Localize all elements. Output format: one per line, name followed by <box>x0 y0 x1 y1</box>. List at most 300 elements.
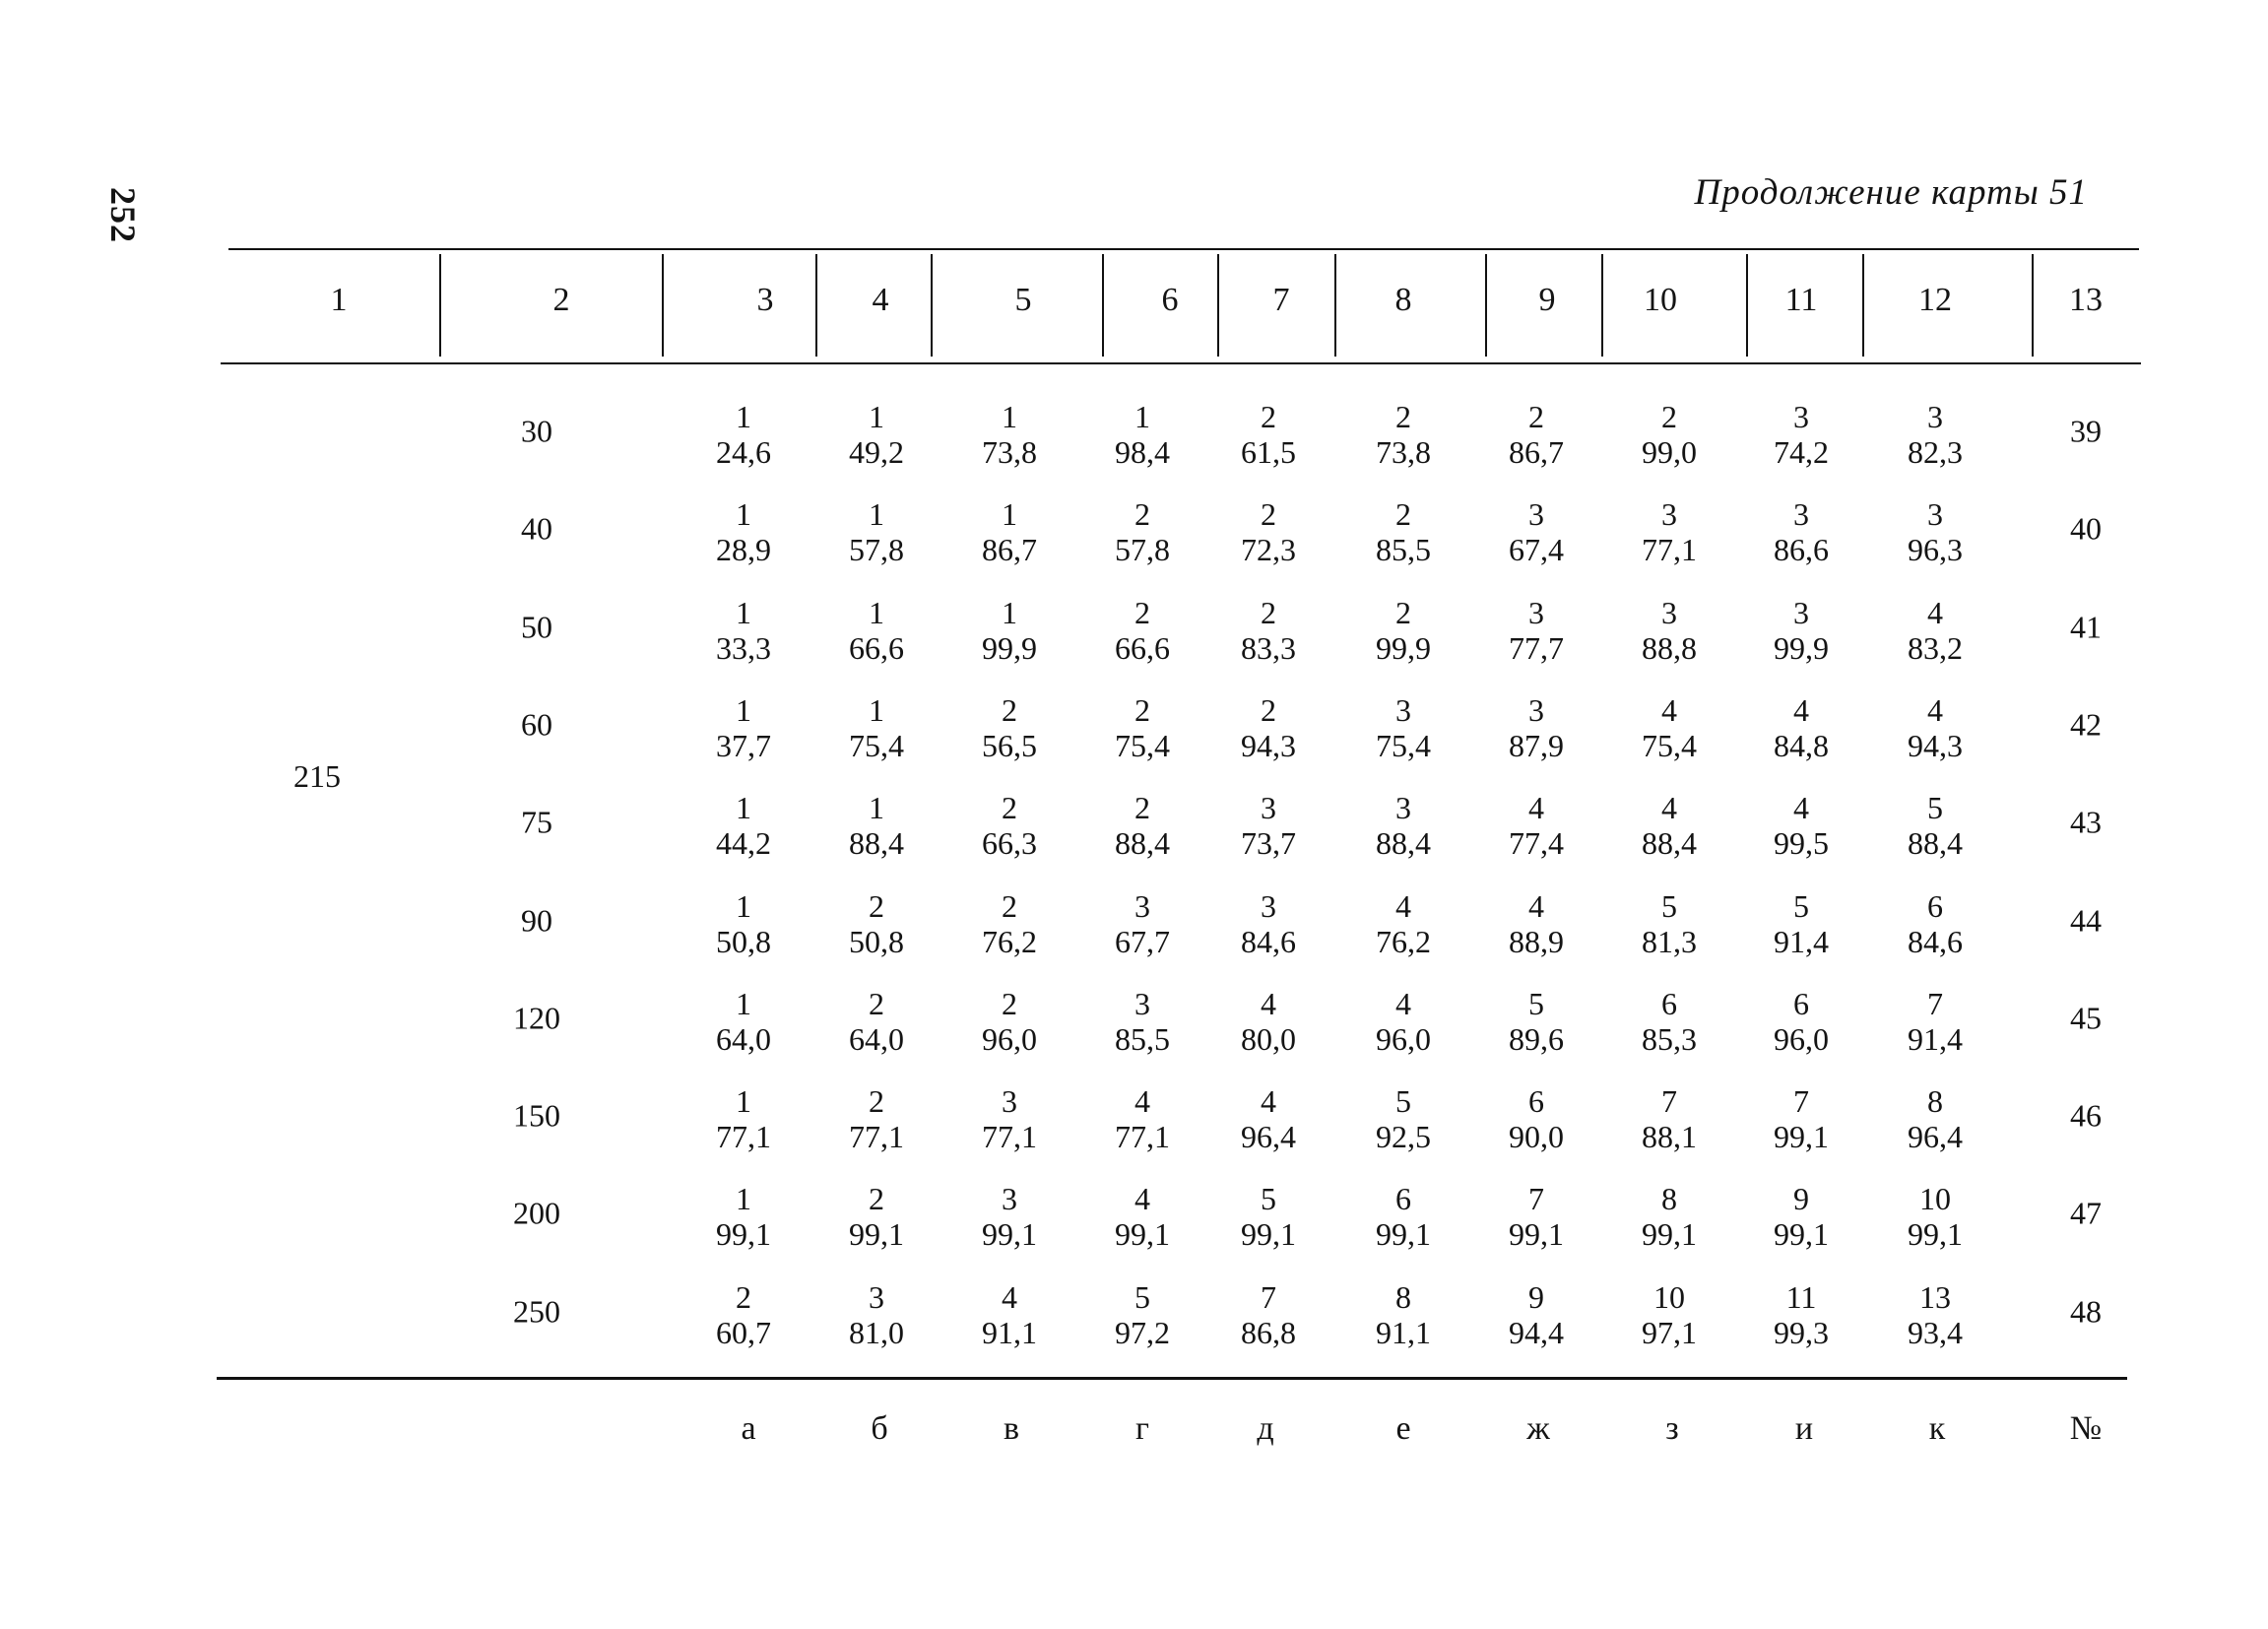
cell-value: 88,4 <box>1642 825 1697 862</box>
cell-count: 3 <box>1927 496 1943 533</box>
cell-value: 66,6 <box>1115 629 1170 666</box>
table-cell <box>1241 1279 1296 1350</box>
cell-count: 2 <box>869 985 884 1021</box>
header-col-10: 10 <box>1644 282 1677 318</box>
cell-value: 37,7 <box>716 727 771 763</box>
table-cell <box>1115 595 1170 666</box>
cell-value: 75,4 <box>1376 727 1431 763</box>
cell-count: 8 <box>1661 1181 1677 1217</box>
cell-value: 96,0 <box>1376 1020 1431 1057</box>
cell-count: 5 <box>1261 1181 1276 1217</box>
header-col-11: 11 <box>1784 282 1818 318</box>
cell-value: 97,2 <box>1115 1314 1170 1350</box>
cell-value: 85,3 <box>1642 1020 1697 1057</box>
header-col-3: 3 <box>756 282 774 318</box>
cell-count: 2 <box>869 1083 884 1120</box>
col2-value: 250 <box>513 1293 560 1330</box>
table-cell <box>1115 1083 1170 1154</box>
table-cell <box>1376 692 1431 763</box>
table-cell <box>1908 1279 1963 1350</box>
table-cell <box>1509 692 1564 763</box>
header-divider <box>1746 254 1748 357</box>
cell-value: 49,2 <box>849 434 904 470</box>
cell-value: 80,0 <box>1241 1020 1296 1057</box>
cell-count: 4 <box>1528 790 1544 826</box>
table-cell <box>982 1083 1037 1154</box>
table-cell <box>849 496 904 567</box>
table-cell <box>1774 692 1829 763</box>
col2-value: 75 <box>521 804 552 840</box>
header-divider <box>1334 254 1336 357</box>
table-cell <box>1509 399 1564 470</box>
table-cell <box>1509 1083 1564 1154</box>
cell-count: 2 <box>1261 399 1276 434</box>
table-cell <box>1774 1181 1829 1252</box>
cell-value: 86,8 <box>1241 1314 1296 1350</box>
cell-value: 83,3 <box>1241 629 1296 666</box>
table-cell <box>1241 1181 1296 1252</box>
cell-count: 4 <box>1134 1083 1150 1120</box>
cell-count: 4 <box>1661 790 1677 826</box>
cell-value: 88,4 <box>1115 825 1170 862</box>
header-divider <box>662 254 664 357</box>
table-cell <box>716 986 771 1057</box>
footer-label: к <box>1928 1410 1946 1447</box>
footer-label: е <box>1395 1410 1411 1447</box>
cell-count: 6 <box>1927 887 1943 924</box>
table-cell <box>1376 1181 1431 1252</box>
table-cell <box>1642 986 1697 1057</box>
cell-value: 99,1 <box>716 1216 771 1253</box>
cell-count: 3 <box>1134 985 1150 1021</box>
row-number: 44 <box>2070 902 2102 938</box>
cell-count: 4 <box>1661 691 1677 728</box>
cell-value: 91,1 <box>1376 1314 1431 1350</box>
cell-value: 96,4 <box>1241 1119 1296 1155</box>
cell-value: 90,0 <box>1509 1119 1564 1155</box>
table-cell <box>1241 692 1296 763</box>
cell-count: 3 <box>1927 399 1943 434</box>
table-cell <box>1509 986 1564 1057</box>
cell-count: 1 <box>869 399 884 434</box>
table-cell <box>1241 595 1296 666</box>
cell-value: 73,7 <box>1241 825 1296 862</box>
table-bottom-rule <box>217 1377 2127 1380</box>
table-cell <box>716 692 771 763</box>
table-cell <box>849 986 904 1057</box>
cell-value: 99,9 <box>982 629 1037 666</box>
header-divider <box>439 254 441 357</box>
cell-value: 88,9 <box>1509 923 1564 959</box>
cell-value: 77,1 <box>982 1119 1037 1155</box>
table-cell <box>1774 790 1829 861</box>
footer-label: в <box>1003 1410 1020 1447</box>
header-col-5: 5 <box>1014 282 1032 318</box>
header-col-13: 13 <box>2069 282 2103 318</box>
cell-value: 61,5 <box>1241 434 1296 470</box>
cell-value: 77,7 <box>1509 629 1564 666</box>
cell-count: 1 <box>736 399 751 434</box>
table-cell <box>1115 496 1170 567</box>
table-cell <box>716 1181 771 1252</box>
header-top-rule <box>228 248 2139 250</box>
cell-value: 88,4 <box>1376 825 1431 862</box>
cell-value: 88,8 <box>1642 629 1697 666</box>
cell-count: 1 <box>736 496 751 533</box>
cell-value: 81,3 <box>1642 923 1697 959</box>
cell-count: 11 <box>1785 1278 1817 1315</box>
cell-value: 99,9 <box>1376 629 1431 666</box>
cell-count: 2 <box>1002 790 1017 826</box>
cell-count: 3 <box>1002 1083 1017 1120</box>
cell-count: 1 <box>736 594 751 630</box>
cell-value: 77,4 <box>1509 825 1564 862</box>
table-cell <box>1376 595 1431 666</box>
cell-value: 99,1 <box>849 1216 904 1253</box>
table-cell <box>1241 888 1296 959</box>
col2-value: 120 <box>513 1000 560 1036</box>
row-number: 42 <box>2070 706 2102 743</box>
header-divider <box>1862 254 1864 357</box>
header-col-4: 4 <box>872 282 889 318</box>
row-number: 41 <box>2070 609 2102 645</box>
cell-count: 2 <box>1134 496 1150 533</box>
cell-count: 7 <box>1261 1278 1276 1315</box>
cell-value: 88,4 <box>1908 825 1963 862</box>
cell-value: 88,4 <box>849 825 904 862</box>
cell-value: 74,2 <box>1774 434 1829 470</box>
table-cell <box>1774 595 1829 666</box>
cell-count: 3 <box>1793 594 1809 630</box>
cell-count: 10 <box>1919 1181 1951 1217</box>
cell-value: 85,5 <box>1115 1020 1170 1057</box>
table-cell <box>1376 399 1431 470</box>
cell-value: 75,4 <box>1642 727 1697 763</box>
cell-count: 8 <box>1927 1083 1943 1120</box>
cell-value: 73,8 <box>982 434 1037 470</box>
cell-value: 66,3 <box>982 825 1037 862</box>
footer-label: б <box>871 1410 888 1447</box>
cell-value: 76,2 <box>1376 923 1431 959</box>
table-cell <box>1241 790 1296 861</box>
cell-count: 3 <box>1661 594 1677 630</box>
table-cell <box>849 1279 904 1350</box>
table-cell <box>849 888 904 959</box>
cell-count: 2 <box>1661 399 1677 434</box>
table-cell <box>1908 986 1963 1057</box>
cell-count: 4 <box>1134 1181 1150 1217</box>
footer-label: ж <box>1526 1410 1550 1447</box>
cell-value: 94,4 <box>1509 1314 1564 1350</box>
row-number: 47 <box>2070 1195 2102 1231</box>
cell-count: 4 <box>1528 887 1544 924</box>
cell-value: 99,1 <box>1115 1216 1170 1253</box>
table-cell <box>1509 595 1564 666</box>
cell-count: 2 <box>869 887 884 924</box>
header-col-7: 7 <box>1272 282 1290 318</box>
cell-value: 99,1 <box>1241 1216 1296 1253</box>
cell-count: 1 <box>736 1083 751 1120</box>
row-number: 48 <box>2070 1293 2102 1330</box>
page-number: 252 <box>103 187 143 243</box>
cell-count: 2 <box>1134 594 1150 630</box>
table-cell <box>1241 399 1296 470</box>
table-cell <box>1774 1083 1829 1154</box>
row-number: 46 <box>2070 1097 2102 1134</box>
cell-count: 4 <box>1793 790 1809 826</box>
table-cell <box>716 595 771 666</box>
cell-count: 4 <box>1002 1278 1017 1315</box>
header-col-12: 12 <box>1918 282 1952 318</box>
cell-count: 10 <box>1653 1278 1685 1315</box>
cell-count: 4 <box>1261 1083 1276 1120</box>
footer-label: д <box>1257 1410 1274 1447</box>
col2-value: 60 <box>521 706 552 743</box>
cell-count: 2 <box>1261 691 1276 728</box>
table-cell <box>1376 790 1431 861</box>
cell-value: 57,8 <box>1115 532 1170 568</box>
table-cell <box>1642 790 1697 861</box>
table-cell <box>1509 496 1564 567</box>
cell-value: 86,7 <box>1509 434 1564 470</box>
cell-value: 88,1 <box>1642 1119 1697 1155</box>
table-cell <box>1642 1181 1697 1252</box>
header-divider <box>1485 254 1487 357</box>
cell-value: 81,0 <box>849 1314 904 1350</box>
cell-count: 2 <box>736 1278 751 1315</box>
cell-value: 99,1 <box>1376 1216 1431 1253</box>
header-col-8: 8 <box>1394 282 1412 318</box>
footer-label: з <box>1665 1410 1679 1447</box>
cell-count: 1 <box>736 1181 751 1217</box>
cell-count: 1 <box>1002 594 1017 630</box>
table-cell <box>849 692 904 763</box>
table-cell <box>849 1181 904 1252</box>
table-cell <box>1376 888 1431 959</box>
cell-count: 6 <box>1528 1083 1544 1120</box>
header-divider <box>931 254 933 357</box>
cell-value: 96,0 <box>982 1020 1037 1057</box>
table-cell <box>1115 888 1170 959</box>
cell-count: 2 <box>869 1181 884 1217</box>
page-title: Продолжение карты 51 <box>1694 172 2088 213</box>
cell-value: 99,1 <box>1642 1216 1697 1253</box>
cell-count: 3 <box>1528 594 1544 630</box>
table-cell <box>849 1083 904 1154</box>
cell-value: 73,8 <box>1376 434 1431 470</box>
cell-value: 50,8 <box>849 923 904 959</box>
cell-value: 92,5 <box>1376 1119 1431 1155</box>
table-cell <box>1241 496 1296 567</box>
cell-count: 4 <box>1927 594 1943 630</box>
header-divider <box>2032 254 2034 357</box>
cell-value: 77,1 <box>716 1119 771 1155</box>
footer-label: а <box>741 1410 756 1447</box>
table-cell <box>1509 888 1564 959</box>
cell-value: 57,8 <box>849 532 904 568</box>
cell-value: 83,2 <box>1908 629 1963 666</box>
table-cell <box>716 399 771 470</box>
cell-count: 1 <box>736 887 751 924</box>
cell-count: 2 <box>1134 691 1150 728</box>
table-cell <box>1509 790 1564 861</box>
cell-count: 2 <box>1002 691 1017 728</box>
cell-value: 99,1 <box>1774 1216 1829 1253</box>
table-cell <box>1115 790 1170 861</box>
cell-count: 1 <box>869 691 884 728</box>
col2-value: 200 <box>513 1195 560 1231</box>
table-cell <box>716 496 771 567</box>
cell-value: 56,5 <box>982 727 1037 763</box>
table-cell <box>1642 888 1697 959</box>
cell-value: 85,5 <box>1376 532 1431 568</box>
cell-value: 91,4 <box>1774 923 1829 959</box>
cell-count: 1 <box>736 691 751 728</box>
cell-value: 94,3 <box>1241 727 1296 763</box>
cell-value: 64,0 <box>849 1020 904 1057</box>
cell-count: 1 <box>869 496 884 533</box>
table-cell <box>1908 692 1963 763</box>
row-number: 45 <box>2070 1000 2102 1036</box>
table-cell <box>1376 496 1431 567</box>
cell-value: 98,4 <box>1115 434 1170 470</box>
cell-value: 84,6 <box>1241 923 1296 959</box>
table-cell <box>1115 399 1170 470</box>
cell-count: 3 <box>1528 496 1544 533</box>
cell-value: 96,0 <box>1774 1020 1829 1057</box>
cell-count: 1 <box>1002 496 1017 533</box>
cell-count: 7 <box>1528 1181 1544 1217</box>
table-cell <box>1642 692 1697 763</box>
cell-count: 13 <box>1919 1278 1951 1315</box>
table-cell <box>716 790 771 861</box>
table-cell <box>1241 986 1296 1057</box>
cell-value: 84,6 <box>1908 923 1963 959</box>
cell-count: 4 <box>1927 691 1943 728</box>
cell-count: 2 <box>1528 399 1544 434</box>
cell-count: 2 <box>1002 985 1017 1021</box>
cell-count: 5 <box>1134 1278 1150 1315</box>
table-cell <box>982 692 1037 763</box>
cell-value: 86,6 <box>1774 532 1829 568</box>
cell-count: 1 <box>869 790 884 826</box>
cell-count: 9 <box>1528 1278 1544 1315</box>
footer-label: и <box>1794 1410 1814 1447</box>
cell-value: 33,3 <box>716 629 771 666</box>
cell-count: 3 <box>1261 790 1276 826</box>
table-cell <box>982 399 1037 470</box>
header-col-2: 2 <box>552 282 570 318</box>
cell-count: 2 <box>1395 399 1411 434</box>
cell-value: 89,6 <box>1509 1020 1564 1057</box>
table-cell <box>1774 496 1829 567</box>
header-col-6: 6 <box>1161 282 1179 318</box>
cell-count: 8 <box>1395 1278 1411 1315</box>
cell-count: 2 <box>1395 594 1411 630</box>
col2-value: 50 <box>521 609 552 645</box>
table-cell <box>1115 1279 1170 1350</box>
table-cell <box>1908 595 1963 666</box>
table-cell <box>982 790 1037 861</box>
table-cell <box>1774 888 1829 959</box>
cell-value: 99,1 <box>982 1216 1037 1253</box>
cell-value: 44,2 <box>716 825 771 862</box>
cell-value: 91,1 <box>982 1314 1037 1350</box>
cell-count: 6 <box>1395 1181 1411 1217</box>
cell-count: 1 <box>736 790 751 826</box>
cell-count: 5 <box>1793 887 1809 924</box>
cell-value: 87,9 <box>1509 727 1564 763</box>
cell-count: 5 <box>1661 887 1677 924</box>
header-divider <box>1601 254 1603 357</box>
cell-value: 76,2 <box>982 923 1037 959</box>
cell-value: 60,7 <box>716 1314 771 1350</box>
table-cell <box>1115 986 1170 1057</box>
table-cell <box>1241 1083 1296 1154</box>
table-cell <box>1908 1083 1963 1154</box>
table-cell <box>716 888 771 959</box>
col1-value: 215 <box>293 758 341 794</box>
cell-count: 1 <box>869 594 884 630</box>
cell-value: 82,3 <box>1908 434 1963 470</box>
cell-count: 3 <box>1261 887 1276 924</box>
cell-value: 75,4 <box>1115 727 1170 763</box>
table-cell <box>1376 1083 1431 1154</box>
table-cell <box>716 1083 771 1154</box>
table-cell <box>982 1279 1037 1350</box>
table-cell <box>982 888 1037 959</box>
cell-value: 93,4 <box>1908 1314 1963 1350</box>
cell-value: 91,4 <box>1908 1020 1963 1057</box>
cell-count: 9 <box>1793 1181 1809 1217</box>
cell-value: 84,8 <box>1774 727 1829 763</box>
cell-count: 3 <box>1134 887 1150 924</box>
table-cell <box>1774 399 1829 470</box>
cell-count: 5 <box>1395 1083 1411 1120</box>
cell-count: 7 <box>1661 1083 1677 1120</box>
cell-count: 4 <box>1395 985 1411 1021</box>
cell-count: 1 <box>736 985 751 1021</box>
cell-value: 66,6 <box>849 629 904 666</box>
table-cell <box>1774 986 1829 1057</box>
cell-count: 2 <box>1395 496 1411 533</box>
cell-value: 77,1 <box>1115 1119 1170 1155</box>
cell-value: 99,5 <box>1774 825 1829 862</box>
table-cell <box>1908 496 1963 567</box>
cell-value: 75,4 <box>849 727 904 763</box>
table-cell <box>1908 1181 1963 1252</box>
col2-value: 150 <box>513 1097 560 1134</box>
footer-label: № <box>2069 1410 2103 1447</box>
header-col-1: 1 <box>330 282 348 318</box>
table-cell <box>1115 692 1170 763</box>
cell-count: 2 <box>1261 594 1276 630</box>
cell-count: 4 <box>1793 691 1809 728</box>
cell-count: 3 <box>1002 1181 1017 1217</box>
cell-value: 96,4 <box>1908 1119 1963 1155</box>
col2-value: 40 <box>521 510 552 547</box>
cell-value: 77,1 <box>849 1119 904 1155</box>
table-cell <box>1376 986 1431 1057</box>
cell-count: 3 <box>1528 691 1544 728</box>
table-cell <box>1642 1083 1697 1154</box>
table-cell <box>1774 1279 1829 1350</box>
cell-count: 3 <box>1661 496 1677 533</box>
table-cell <box>1509 1181 1564 1252</box>
cell-value: 96,3 <box>1908 532 1963 568</box>
cell-count: 3 <box>1793 399 1809 434</box>
cell-value: 99,1 <box>1774 1119 1829 1155</box>
